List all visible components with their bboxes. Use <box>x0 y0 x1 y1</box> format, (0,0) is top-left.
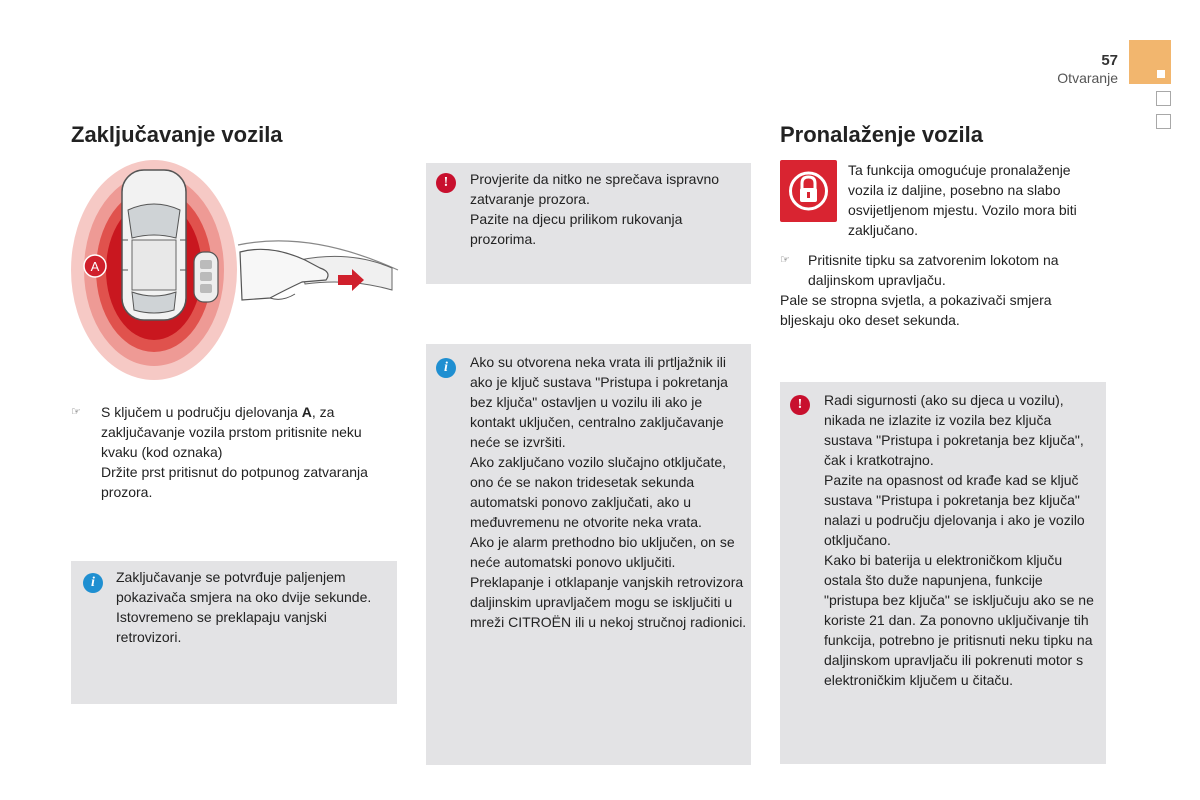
info-text: Ako je alarm prethodno bio uključen, on se neće automatski ponovo uključiti. <box>470 534 735 570</box>
section-title-locking: Zaključavanje vozila <box>71 122 283 147</box>
warning-icon: ! <box>436 173 456 193</box>
locking-instruction <box>71 402 401 502</box>
info-box-confirmation <box>71 561 397 704</box>
warning-box-security <box>780 382 1106 764</box>
chapter-title: Otvaranje <box>1057 70 1118 86</box>
chapter-tab <box>1156 91 1171 106</box>
locking-instruction-text-cont: , za zaključavanje vozila prstom pritisnite neku kvaku (kod oznaka) <box>101 404 362 460</box>
bullet-pointer-icon: ☞ <box>71 406 81 418</box>
zone-reference: A <box>301 404 312 420</box>
zone-label: A <box>90 259 100 274</box>
hand-on-door-handle-illustration <box>238 241 398 300</box>
info-text: Preklapanje i otklapanje vanjskih retrovizora daljinskim upravljačem mogu se isključiti u mreži CITROËN ili u nekoj stručnoj radionici. <box>470 574 747 630</box>
locating-result-text: Pale se stropna svjetla, a pokazivači smjera bljeskaju oko deset sekunda. <box>780 292 1052 328</box>
warning-text: Pazite na djecu prilikom rukovanja prozorima. <box>470 211 683 247</box>
locked-padlock-button-icon <box>780 160 837 222</box>
warning-text: Radi sigurnosti (ako su djeca u vozilu), nikada ne izlazite iz vozila bez ključa sustava "Pristupa i pokretanja bez ključa", čak i kratkotrajno. <box>824 392 1084 468</box>
info-text: Ako su otvorena neka vrata ili prtljažnik ili ako je ključ sustava "Pristupa i pokretanja bez ključa" ostavljen u vozilu ili ako je kontakt uključen, centralno zaključavanje neće se izvršiti. <box>470 354 728 450</box>
key-fob <box>194 252 218 302</box>
info-icon: i <box>436 358 456 378</box>
locking-instruction-text: S ključem u području djelovanja <box>101 404 302 420</box>
info-box-locking-conditions <box>426 344 751 765</box>
locating-instruction-text: Pritisnite tipku sa zatvorenim lokotom na daljinskom upravljaču. <box>808 252 1059 288</box>
chapter-tab <box>1156 114 1171 129</box>
car-top-view <box>122 170 186 320</box>
info-icon: i <box>83 573 103 593</box>
info-text: Zaključavanje se potvrđuje paljenjem pokazivača smjera na oko dvije sekunde. <box>116 569 372 605</box>
locating-instruction <box>780 250 1100 330</box>
locking-instruction-hold: Držite prst pritisnut do potpunog zatvaranja prozora. <box>101 464 368 500</box>
warning-text: Pazite na opasnost od krađe kad se ključ sustava "Pristupa i pokretanja bez ključa" nalazi u području djelovanja i ako je vozilo otključano. <box>824 472 1085 548</box>
locking-zone-diagram <box>70 160 400 385</box>
chapter-tab-active <box>1129 40 1171 84</box>
warning-box-windows <box>426 163 751 284</box>
warning-text: Provjerite da nitko ne sprečava ispravno zatvaranje prozora. <box>470 171 720 207</box>
bullet-pointer-icon: ☞ <box>780 254 790 266</box>
page-number: 57 <box>1101 52 1118 69</box>
info-text: Istovremeno se preklapaju vanjski retrovizori. <box>116 609 327 645</box>
tab-marker <box>1157 70 1165 78</box>
info-text: Ako zaključano vozilo slučajno otključate, ono će se nakon tridesetak sekunda automatski ponovo zaključati, ako u međuvremenu ne otvorite neka vrata. <box>470 454 727 530</box>
locating-intro: Ta funkcija omogućuje pronalaženje vozila iz daljine, posebno na slabo osvijetljenom mjestu. Vozilo mora biti zaključano. <box>848 162 1077 238</box>
warning-text: Kako bi baterija u elektroničkom ključu ostala što duže napunjena, funkcije "pristupa bez ključa" se isključuju ako se ne koriste 21 dan. Za ponovno uključivanje tih funkcija, potrebno je pritisnuti neku tipku na daljinskom upravljaču ili pokrenuti motor s elektroničkim ključem u čitaču. <box>824 552 1094 688</box>
section-title-locating: Pronalaženje vozila <box>780 122 983 147</box>
warning-icon: ! <box>790 395 810 415</box>
